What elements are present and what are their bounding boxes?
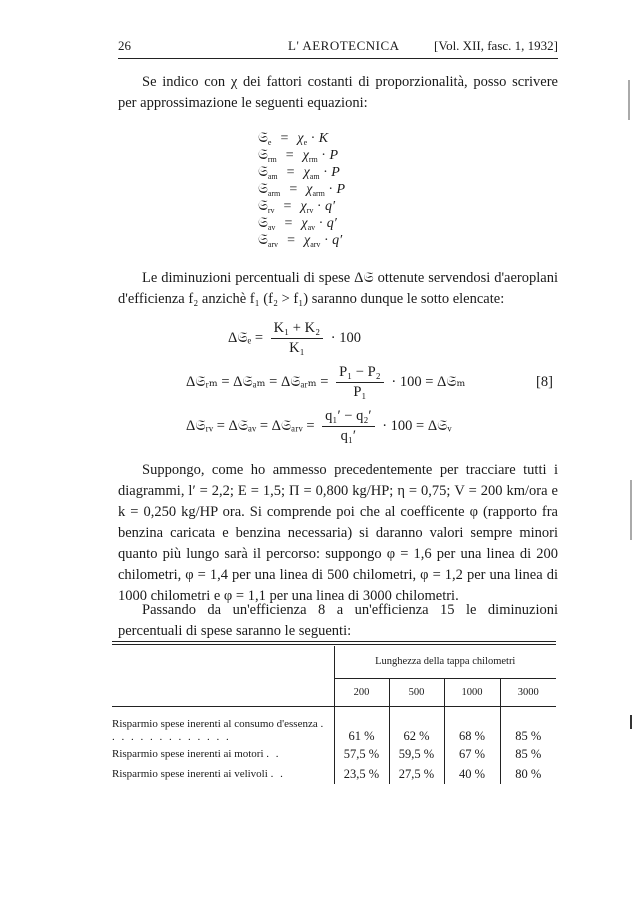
column-header-1000: 1000 [444,678,500,706]
table-cell: 57,5 % [334,744,389,764]
eq-lhs: 𝔖 [258,233,268,248]
table-cell: 80 % [515,766,542,781]
eq-times: · [320,233,333,248]
eq-equals: = [283,199,292,214]
table-group-header: Lunghezza della tappa chilometri [334,646,556,678]
eq-chi: χ [302,148,309,163]
row-leader-dots: . . [270,768,285,780]
equation-row [258,216,337,232]
eq-rhs: q′ [326,216,337,231]
formula-v-fraction [322,408,374,445]
equation-row [258,233,342,249]
eq-lhs: 𝔖 [258,165,268,180]
eq-lhs-subscript: arm [267,189,281,198]
table-cell: 61 % [334,714,389,744]
column-header-3000: 3000 [500,678,556,706]
table-cell: 59,5 % [389,744,444,764]
formula-e-numerator: K₁ + K₂ [271,320,323,339]
formula-e-denominator: K₁ [289,340,305,356]
eq-chi-subscript: arm [312,189,325,198]
eq-equals: = [285,148,294,163]
table-cell: 23,5 % [334,764,389,784]
eq-lhs-subscript: rm [267,155,277,164]
equation-row [258,148,338,164]
eq-chi-subscript: rv [306,206,314,215]
eq-chi: χ [303,165,310,180]
eq-chi-subscript: rm [308,155,318,164]
table-cell: 68 % [444,714,500,744]
eq-lhs-subscript: arv [267,240,279,249]
formula-m-fraction [336,364,384,401]
row-label-text: Risparmio spese inerenti al consumo d'essenza [112,718,318,730]
savings-table [112,646,556,784]
formula-m-numerator: P₁ − P₂ [336,364,384,383]
eq-rhs: q′ [325,199,336,214]
equation-row [258,182,345,198]
scan-edge-mark [628,80,630,120]
eq-lhs-subscript: rv [267,206,275,215]
eq-chi: χ [301,216,308,231]
row-label [112,714,334,744]
table-cell: 27,5 % [389,764,444,784]
eq-lhs: 𝔖 [258,148,268,163]
table-top-rule-2 [112,644,556,645]
eq-equals: = [286,165,295,180]
scan-edge-mark [630,715,632,729]
eq-rhs: P [329,148,339,163]
equation-row [258,131,328,147]
paragraph-4: Passando da un'efficienza 8 a un'efficienza 15 le diminuzioni percentuali di spese saranno le seguenti: [118,602,558,639]
eq-chi: χ [300,199,307,214]
row-leader-dots: . . [266,748,281,760]
page-number: 26 [118,38,131,53]
table-cell: 40 % [444,764,500,784]
table-cell: 62 % [389,714,444,744]
table-cell: 67 % [444,744,500,764]
eq-lhs: 𝔖 [258,216,268,231]
row-label-text: Risparmio spese inerenti ai velivoli [112,768,268,780]
formula-v-lhs: Δ𝔖ᵣᵥ = Δ𝔖ₐᵥ = Δ𝔖ₐᵣᵥ = [186,417,315,434]
eq-equals: = [289,182,298,197]
eq-chi-subscript: e [303,138,308,147]
table-row [112,744,556,764]
eq-equals: = [284,216,293,231]
formula-m-lhs: Δ𝔖ᵣₘ = Δ𝔖ₐₘ = Δ𝔖ₐᵣₘ = [186,373,329,390]
eq-chi: χ [297,131,304,146]
eq-times: · [313,199,326,214]
table-top-rule-1 [112,641,556,642]
eq-lhs: 𝔖 [258,131,268,146]
formula-v-tail: · 100 = Δ𝔖ᵥ [382,417,452,434]
eq-rhs: P [336,182,346,197]
formula-e-lhs: Δ𝔖ₑ = [228,329,264,346]
eq-times: · [319,165,332,180]
eq-times: · [307,131,319,146]
eq-chi-subscript: arv [310,240,321,249]
eq-rhs: q′ [332,233,343,248]
volume-info: [Vol. XII, fasc. 1, 1932] [434,38,558,53]
formula-v-numerator: q₁′ − q₂′ [322,408,374,427]
formula-e [228,320,361,357]
eq-rhs: P [331,165,340,180]
scan-edge-mark [630,480,632,540]
formula-e-tail: · 100 [330,329,361,346]
eq-chi: χ [304,233,311,248]
equation-row [258,165,340,181]
formula-m-denominator: P₁ [353,384,367,400]
eq-times: · [317,148,330,163]
table-cell: 85 % [515,746,542,761]
formula-v-denominator: q₁′ [340,428,357,444]
paragraph-2: Le diminuzioni percentuali di spese Δ𝔖 ottenute servendosi d'aeroplani d'efficienza f₂ anzichè f₁ (f₂ > f₁) saranno dunque le sotto elencate: [118,270,558,307]
eq-equals: = [287,233,295,248]
row-label [112,764,334,784]
table-row [112,764,556,784]
eq-equals: = [280,131,289,146]
journal-title: L' AEROTECNICA [288,38,400,53]
row-leader-dots: . . . . . . . . . . . . . . [112,718,326,743]
header-rule [118,58,558,59]
eq-times: · [315,216,327,231]
equation-row [258,199,335,215]
column-header-200: 200 [334,678,389,706]
running-header [118,38,558,56]
eq-chi: χ [306,182,313,197]
formula-e-fraction [271,320,323,357]
intro-paragraph: Se indico con χ dei fattori costanti di proporzionalità, posso scrivere per approssimazione le seguenti equazioni: [118,74,558,111]
table-cell: 85 % [515,729,542,743]
column-header-500: 500 [389,678,444,706]
formula-m-tail: · 100 = Δ𝔖ₘ [391,373,466,390]
formula-m [186,364,465,401]
formula-v [186,408,452,445]
equation-number: [8] [536,374,553,390]
row-label [112,744,334,764]
table-row [112,714,556,744]
eq-lhs: 𝔖 [258,182,268,197]
eq-chi-subscript: av [307,223,316,232]
eq-rhs: K [318,131,329,146]
eq-lhs: 𝔖 [258,199,268,214]
paragraph-3: Suppongo, come ho ammesso precedentemente per tracciare tutti i diagrammi, l′ = 2,2; E = 1,5; Π = 0,800 kg/HP; η = 0,75; V = 200 km/ora e k = 0,250 kg/HP ora. Si comprende poi che al coefficente φ (rapporto fra benzina caricata e benzina necessaria) si daranno valori sempre minori quanto più lungo sarà il percorso: suppongo φ = 1,6 per una linea di 200 chilometri, φ = 1,4 per una linea di 500 chilometri, φ = 1,2 per una linea di 1000 chilometri e φ = 1,1 per una linea di 3000 chilometri. [118,462,558,604]
eq-lhs-subscript: e [267,138,272,147]
eq-chi-subscript: am [309,172,320,181]
eq-times: · [324,182,337,197]
row-label-text: Risparmio spese inerenti ai motori [112,748,264,760]
eq-lhs-subscript: am [267,172,278,181]
eq-lhs-subscript: av [267,223,276,232]
